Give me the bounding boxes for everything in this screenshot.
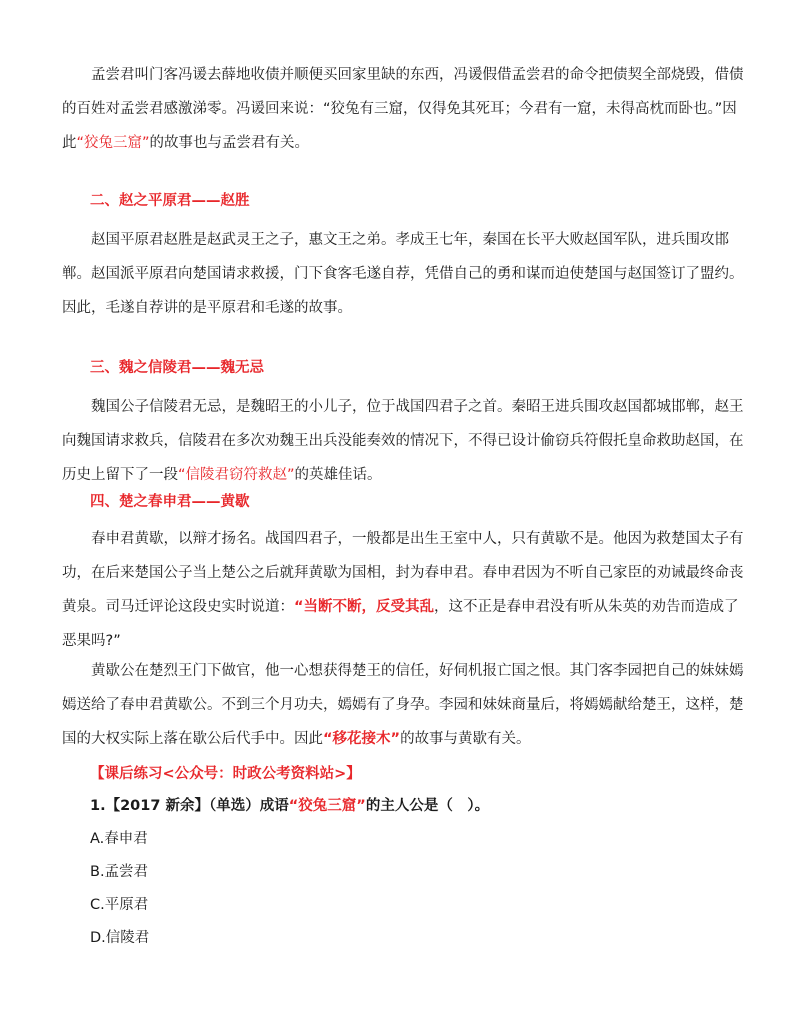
- paragraph-text: 的英雄佳话。: [294, 467, 382, 483]
- paragraph-text: 的故事与黄歇有关。: [400, 731, 531, 747]
- section-heading-pingyuanjun: 二、赵之平原君——赵胜: [90, 193, 250, 209]
- paragraph-text: 的故事也与孟尝君有关。: [149, 135, 310, 151]
- paragraph-text: 黄歇公在楚烈王门下做官，他一心想获得楚王的信任，好伺机报亡国之恨。其门客李园把自己的妹妹嫣嫣送给了春申君黄歇公。不到三个月功夫，嫣嫣有了身孕。李园和妹妹商量后，将嫣嫣献给楚王，这样，楚国的大权实际上落在歇公后代手中。因此: [62, 663, 744, 747]
- idiom-highlight: “移花接木”: [323, 731, 401, 747]
- option-b: B.孟尝君: [90, 864, 149, 880]
- paragraph-text: 孟尝君叫门客冯谖去薛地收债并顺便买回家里缺的东西，冯谖假借孟尝君的命令把债契全部烧毁，借债的百姓对孟尝君感激涕零。冯谖回来说：“狡兔有三窟，仅得免其死耳；今君有一窟，未得高枕而卧也。”因此: [62, 67, 744, 151]
- option-a: A.春申君: [90, 831, 148, 847]
- section-heading-chunshenjun: 四、楚之春申君——黄歇: [90, 494, 250, 510]
- quote-highlight: “当断不断，反受其乱: [294, 599, 435, 615]
- paragraph-huangxie: [62, 654, 752, 756]
- idiom-highlight: “信陵君窃符救赵”: [178, 467, 295, 483]
- question-text: 的主人公是（ ）。: [365, 798, 490, 814]
- option-d: D.信陵君: [90, 930, 150, 946]
- option-c: C.平原君: [90, 897, 149, 913]
- paragraph-xinlingjun: [62, 390, 752, 492]
- paragraph-pingyuanjun: 赵国平原君赵胜是赵武灵王之子，惠文王之弟。孝成王七年，秦国在长平大败赵国军队，进兵围攻邯郸。赵国派平原君向楚国请求救援，门下食客毛遂自荐，凭借自己的勇和谋而迫使楚国与赵国签订了盟约。因此，毛遂自荐讲的是平原君和毛遂的故事。: [62, 232, 744, 316]
- paragraph-mengchangjun: [62, 58, 752, 160]
- idiom-highlight: “狡兔三窟”: [76, 135, 150, 151]
- question-stem: [90, 794, 489, 818]
- paragraph-chunshenjun: [62, 522, 752, 658]
- idiom-highlight: “狡兔三窟”: [288, 798, 366, 814]
- paragraph-text: 魏国公子信陵君无忌，是魏昭王的小儿子，位于战国四君子之首。秦昭王进兵围攻赵国都城邯郸，赵王向魏国请求救兵，信陵君在多次劝魏王出兵没能奏效的情况下，不得已设计偷窃兵符假托皇命救助赵国，在历史上留下了一段: [62, 399, 744, 483]
- paragraph-text: ，这不正是春申君没有听从朱英的劝告而造成了恶果吗?”: [62, 599, 739, 649]
- paragraph-text: 春申君黄歇，以辩才扬名。战国四君子，一般都是出生王室中人，只有黄歇不是。他因为救楚国太子有功，在后来楚国公子当上楚公之后就拜黄歇为国相，封为春申君。春申君因为不听自己家臣的劝诫最终命丧黄泉。司马迁评论这段史实时说道：: [62, 531, 744, 615]
- section-heading-xinlingjun: 三、魏之信陵君——魏无忌: [90, 360, 264, 376]
- exercise-title: 【课后练习<公众号：时政公考资料站>】: [90, 766, 361, 782]
- question-text: 1.【2017 新余】（单选）成语: [90, 798, 289, 814]
